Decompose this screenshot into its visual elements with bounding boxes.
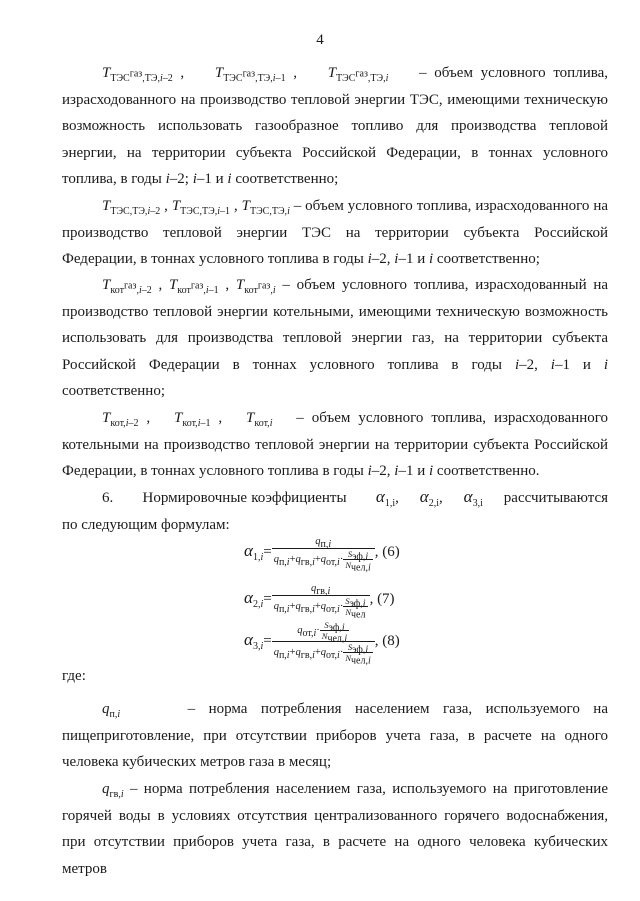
- paragraph-normalizing-coefficients: 6. Нормировочные коэффициенты $\alpha_{1,i}$, $\alpha_{2,i}$, $\alpha_{3,i}$ рассчитываются по следующим формулам:: [62, 487, 609, 533]
- paragraph-text: – объем условного топлива, израсходованный на производство тепловой энергии котельными, имеющими техническую возможность использовать для производства тепловой энергии газ, на территории субъекта Российской Федерации в тоннах условного топлива в годы: [62, 277, 609, 373]
- paragraph-text: – норма потребления населением газа, используемого на приготовление горячей воды в условиях отсутствия централизованного горячего водоснабжения, при отсутствии приборов учета газа, в расчете на одного человека кубических метров: [62, 781, 608, 877]
- page-number: 4: [316, 32, 324, 48]
- formula-8: $\alpha_{3,i}=$ $q_{от,i}\cdot$ $\frac{S_{эф,i}}{N_{чел,i}}$ $q_{п,i}+q_{гв,i}+q_{от,i}\cdot$ $\frac{S_{эф,i}}{N_{чел,i}}$ , (8): [244, 620, 400, 667]
- item-number: 6.: [102, 490, 114, 506]
- paragraph-tes-fuel: $T_{ТЭС,ТЭ,i-2}$ , $T_{ТЭС,ТЭ,i-1}$ , $T_{ТЭС,ТЭ,i}$ – объем условного топлива, израсходованного на производство тепловой энергии ТЭС на территории субъекта Российской Федерации, в тоннах условного топлива в годы i–2, i–1 и i соответственно;: [62, 198, 609, 267]
- paragraph-ending: соответственно;: [62, 383, 165, 399]
- paragraph-boiler-fuel: $T_{кот,i-2}$ , $T_{кот,i-1}$ , $T_{кот,i}$ – объем условного топлива, израсходованного котельными на производство тепловой энергии на территории субъекта Российской Федерации, в тоннах условного топлива в годы i–2, i–1 и i соответственно.: [62, 410, 609, 479]
- equation-number: , (8): [374, 632, 400, 649]
- formula-7: $\alpha_{2,i}=$ $q_{гв,i}$ $q_{п,i}+q_{гв,i}+q_{от,i}\cdot$ $\frac{S_{эф,i}}{N_{чел}}$ , (7): [244, 583, 395, 621]
- paragraph-text: – объем условного топлива, израсходованного на производство тепловой энергии ТЭС, имеющими техническую возможность использовать газообразное топливо для производства тепловой энергии, на территории субъекта Российской Федерации, в тоннах условного топлива, в годы: [62, 65, 609, 187]
- paragraph-boiler-gas-fuel: $T_{кот^{газ},i-2}$ , $T_{кот^{газ},i-1}$ , $T_{кот^{газ},i}$ – объем условного топлива, израсходованный на производство тепловой энергии котельными, имеющими техническую возможность использовать для производства тепловой энергии газ, на территории субъекта Российской Федерации в тоннах условного топлива в годы i–2, i–1 и i соответственно;: [62, 277, 609, 399]
- paragraph-text: Нормировочные коэффициенты: [142, 490, 347, 506]
- paragraph-cooking-gas-norm: $q_{п,i}$ – норма потребления населением газа, используемого на пищеприготовление, при отсутствии приборов учета газа, в расчете на одного человека кубических метров газа в месяц;: [62, 701, 608, 770]
- paragraph-text: – объем условного топлива, израсходованного котельными на производство тепловой энергии на территории субъекта Российской Федерации, в тоннах условного топлива в годы: [62, 410, 609, 479]
- formula-7-fraction: $q_{гв,i}$ $q_{п,i}+q_{гв,i}+q_{от,i}\cdot$ $\frac{S_{эф,i}}{N_{чел}}$: [272, 582, 370, 617]
- conjunction: и: [417, 251, 426, 267]
- paragraph-ending: соответственно;: [235, 171, 339, 187]
- paragraph-text: – объем условного топлива, израсходованного на производство тепловой энергии ТЭС на территории субъекта Российской Федерации, в тоннах условного топлива в годы: [62, 198, 609, 267]
- paragraph-ending: соответственно.: [436, 463, 540, 479]
- paragraph-ending: соответственно;: [436, 251, 540, 267]
- conjunction: и: [215, 171, 224, 187]
- equation-number: , (7): [369, 590, 395, 607]
- formula-8-fraction: $q_{от,i}\cdot$ $\frac{S_{эф,i}}{N_{чел,i}}$ $q_{п,i}+q_{гв,i}+q_{от,i}\cdot$ $\frac{S_{эф,i}}{N_{чел,i}}$: [272, 620, 375, 663]
- formula-6-fraction: $q_{п,i}$ $q_{п,i}+q_{гв,i}+q_{от,i}\cdot$ $\frac{S_{эф,i}}{N_{чел,i}}$: [272, 535, 375, 570]
- paragraph-hot-water-gas-norm: $q_{гв,i}$ – норма потребления населением газа, используемого на приготовление горячей воды в условиях отсутствия централизованного горячего водоснабжения, при отсутствии приборов учета газа, в расчете на одного человека кубических метров: [62, 781, 608, 877]
- where-label: где:: [62, 668, 86, 684]
- formula-6: $\alpha_{1,i}=$ $q_{п,i}$ $q_{п,i}+q_{гв,i}+q_{от,i}\cdot$ $\frac{S_{эф,i}}{N_{чел,i}}$ , (6): [244, 536, 400, 574]
- paragraph-tes-gas-fuel: $T_{ТЭС^{газ},ТЭ,i-2}$ , $T_{ТЭС^{газ},ТЭ,i-1}$ , $T_{ТЭС^{газ},ТЭ,i}$ – объем условного топлива, израсходованного на производство тепловой энергии ТЭС, имеющими техническую возможность использовать газообразное топливо для производства тепловой энергии, на территории субъекта Российской Федерации, в тоннах условного топлива, в годы i–2; i–1 и i соответственно;: [62, 65, 609, 187]
- conjunction: и: [582, 356, 591, 373]
- conjunction: и: [417, 463, 426, 479]
- equation-number: , (6): [374, 543, 400, 560]
- paragraph-text-cont: рассчитываются по следующим формулам:: [62, 490, 609, 533]
- paragraph-text: – норма потребления населением газа, используемого на пищеприготовление, при отсутствии приборов учета газа, в расчете на одного человека кубических метров газа в месяц;: [62, 701, 608, 770]
